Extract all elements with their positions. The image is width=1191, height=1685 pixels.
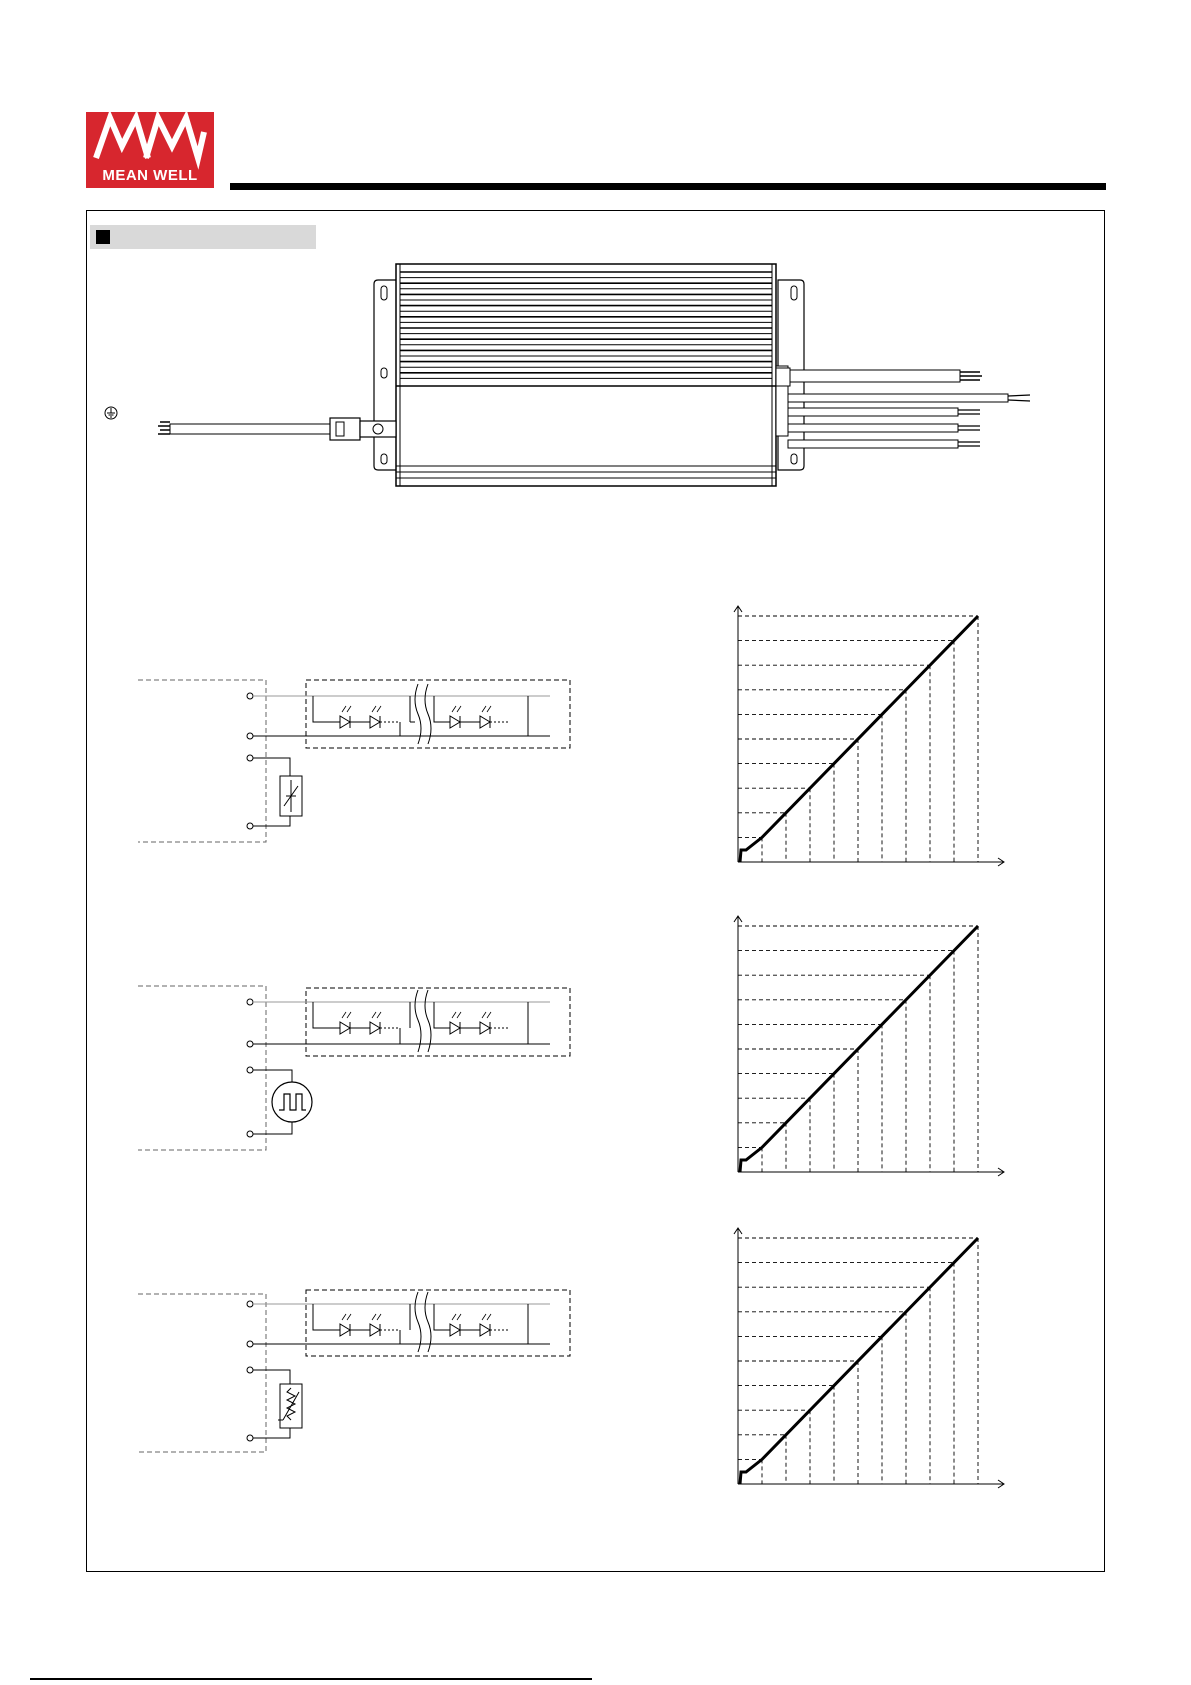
brand-logo	[86, 112, 214, 188]
section-header-bar	[90, 225, 316, 249]
thermistor-icon	[278, 1384, 302, 1428]
variable-resistor-icon	[280, 776, 302, 816]
earth-ground-icon	[104, 406, 118, 420]
footer-rule	[30, 1678, 592, 1680]
led-diode-icon	[450, 706, 461, 728]
led-diode-icon	[370, 706, 381, 728]
led-string	[253, 988, 570, 1056]
led-diode-icon	[480, 1314, 491, 1336]
dimming-chart-1	[730, 604, 1010, 874]
led-diode-icon	[450, 1012, 461, 1034]
led-diode-icon	[370, 1012, 381, 1034]
wiring-diagram-pwm	[130, 980, 580, 1160]
wiring-diagram-variable-resistor	[130, 670, 580, 850]
led-string	[253, 680, 570, 748]
led-diode-icon	[340, 1012, 351, 1034]
driver-housing-drawing	[150, 258, 1050, 488]
led-diode-icon	[340, 1314, 351, 1336]
dimming-chart-2	[730, 914, 1010, 1184]
led-diode-icon	[340, 706, 351, 728]
logo-text: MEAN WELL	[102, 167, 198, 184]
header-rule	[230, 183, 1106, 190]
driver-box	[138, 680, 266, 842]
mw-logo-mark-icon	[86, 112, 214, 162]
led-string	[253, 1290, 570, 1356]
dimming-chart-3	[730, 1226, 1010, 1496]
section-bullet-icon	[96, 230, 110, 244]
wiring-diagram-thermistor	[130, 1280, 580, 1460]
led-diode-icon	[480, 706, 491, 728]
led-diode-icon	[450, 1314, 461, 1336]
led-diode-icon	[370, 1314, 381, 1336]
led-diode-icon	[480, 1012, 491, 1034]
pwm-generator-icon	[272, 1082, 312, 1122]
